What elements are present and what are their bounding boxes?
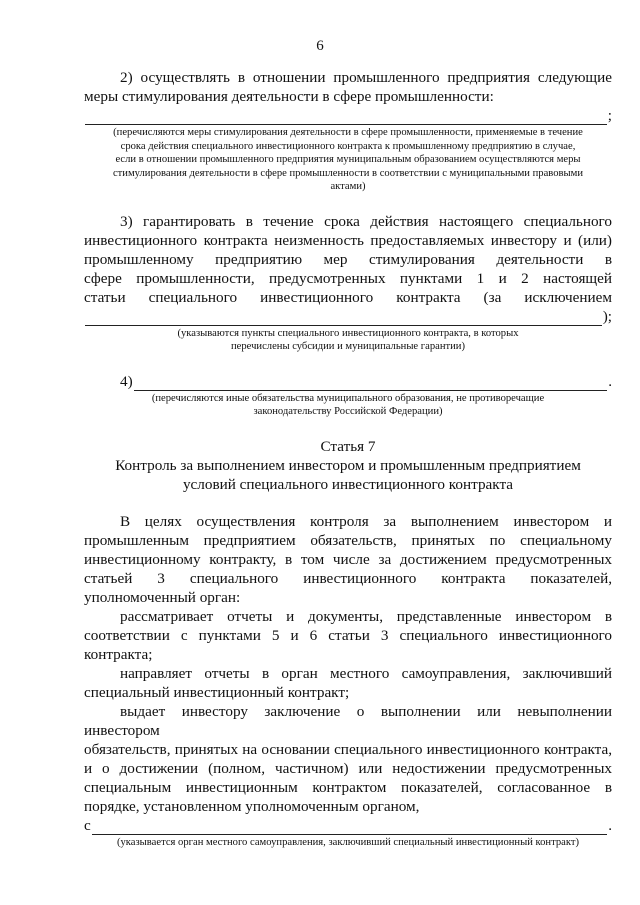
- clause-2-caption: [84, 126, 612, 194]
- caption-line: стимулирования деятельности в сфере промышленности в соответствии с муниципальными правовыми: [112, 167, 584, 179]
- clause-3-caption: [84, 327, 612, 354]
- clause-2: [84, 68, 612, 194]
- clause-3-line: сфере промышленности, предусмотренных пунктами 1 и 2 настоящей: [84, 269, 612, 287]
- blank-underline: [85, 312, 602, 326]
- blank-end: .: [608, 372, 612, 390]
- item-2-line: специальный инвестиционный контракт;: [84, 683, 350, 701]
- clause-4-number: 4): [120, 372, 133, 390]
- caption-line: (указываются пункты специального инвестиционного контракта, в которых: [177, 327, 519, 339]
- clause-3-line: статьи специального инвестиционного контракта (за исключением: [84, 288, 612, 306]
- clause-3: [84, 212, 612, 354]
- item-3-line: и о достижении (полном, частичном) или недостижении предусмотренных: [84, 759, 612, 777]
- with-prefix: с: [84, 816, 91, 834]
- caption-line: если в отношении промышленного предприятия муниципальным образованием осуществляются меры: [115, 154, 581, 165]
- intro-line: инвестиционному контракту, в том числе за достижением предусмотренных: [84, 550, 612, 568]
- article-heading: Статья 7: [320, 437, 376, 455]
- caption-line: законодательству Российской Федерации): [253, 406, 443, 417]
- caption-line: актами): [330, 181, 366, 192]
- blank-end: );: [602, 307, 612, 325]
- agreement-blank-line: [84, 816, 612, 835]
- article-7-heading-block: [84, 437, 612, 494]
- clause-2-blank-line: [84, 106, 612, 125]
- item-1-line: соответствии с пунктами 5 и 6 статьи 3 специального инвестиционного: [84, 626, 612, 644]
- intro-line: В целях осуществления контроля за выполнением инвестором и: [120, 512, 612, 530]
- clause-4-caption: [84, 392, 612, 419]
- clause-4: [84, 372, 612, 419]
- article-7-body: [84, 512, 612, 850]
- clause-2-line: меры стимулирования деятельности в сфере промышленности:: [84, 88, 494, 105]
- item-1-line: рассматривает отчеты и документы, представленные инвестором в: [120, 607, 612, 625]
- blank-end: ;: [607, 107, 612, 124]
- agreement-caption: (указывается орган местного самоуправления, заключивший специальный инвестиционный контракт): [116, 836, 580, 848]
- blank-underline: [134, 377, 608, 391]
- item-3-line: специальным инвестиционным контрактом показателей, согласованное в: [84, 778, 612, 796]
- item-3-line: порядке, установленном уполномоченным органом,: [84, 797, 420, 815]
- intro-line: статьей 3 специального инвестиционного контракта показателей,: [84, 569, 612, 587]
- intro-line: уполномоченный орган:: [84, 588, 241, 606]
- blank-end: .: [608, 816, 612, 834]
- clause-3-line: 3) гарантировать в течение срока действия настоящего специального: [120, 212, 612, 230]
- clause-3-blank-line: [84, 307, 612, 326]
- article-title-line: условий специального инвестиционного контракта: [182, 475, 514, 493]
- blank-underline: [92, 821, 607, 835]
- clause-3-line: инвестиционного контракта неизменность предоставляемых инвестору и (или): [84, 231, 612, 249]
- clause-4-blank-line: [84, 372, 612, 391]
- document-body: [84, 68, 612, 849]
- item-2-line: направляет отчеты в орган местного самоуправления, заключивший: [120, 664, 612, 682]
- caption-line: срока действия специального инвестиционного контракта к промышленному предприятию в случае,: [120, 140, 576, 152]
- item-3-line: обязательств, принятых на основании специального инвестиционного контракта,: [84, 740, 612, 758]
- caption-line: (перечисляются меры стимулирования деятельности в сфере промышленности, применяемые в течение: [113, 127, 583, 138]
- intro-line: промышленным предприятием обязательств, принятых по специальному: [84, 531, 612, 549]
- item-3-line: выдает инвестору заключение о выполнении или невыполнении инвестором: [84, 702, 612, 739]
- clause-3-line: промышленному предприятию мер стимулирования деятельности в: [84, 250, 612, 268]
- article-title-line: Контроль за выполнением инвестором и промышленным предприятием: [115, 456, 581, 474]
- caption-line: перечислены субсидии и муниципальные гарантии): [230, 341, 465, 352]
- page-number: 6: [316, 38, 324, 54]
- caption-line: (перечисляются иные обязательства муниципального образования, не противоречащие: [151, 392, 545, 404]
- clause-2-line: 2) осуществлять в отношении промышленного предприятия следующие: [120, 69, 612, 86]
- blank-underline: [85, 111, 607, 125]
- item-1-line: контракта;: [84, 645, 153, 663]
